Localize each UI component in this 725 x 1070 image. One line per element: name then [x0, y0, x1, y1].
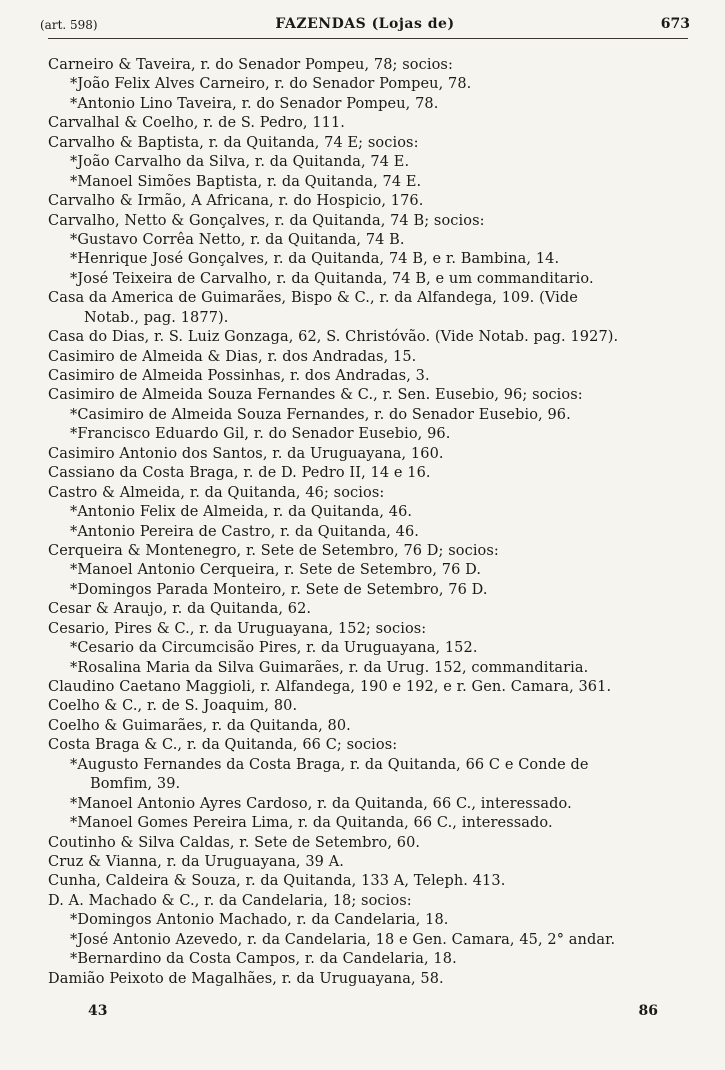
entry-line: Damião Peixoto de Magalhães, r. da Uruguayana, 58. [48, 970, 444, 987]
entry-line: *Rosalina Maria da Silva Guimarães, r. da Urug. 152, commanditaria. [70, 659, 589, 676]
entry-line: Cesar & Araujo, r. da Quitanda, 62. [48, 601, 312, 618]
entry-line: Carvalho, Netto & Gonçalves, r. da Quitanda, 74 B; socios: [48, 212, 485, 229]
entry-list [48, 56, 688, 989]
entry-line: *João Felix Alves Carneiro, r. do Senador Pompeu, 78. [70, 76, 472, 93]
signature-mark: 43 [88, 1003, 108, 1019]
page-header [40, 12, 690, 38]
entry-line: *Antonio Felix de Almeida, r. da Quitanda, 46. [70, 504, 413, 521]
entry-line: *Manoel Simões Baptista, r. da Quitanda, 74 E. [70, 173, 422, 190]
entry-line: Notab., pag. 1877). [84, 309, 229, 326]
entry-line: Casa do Dias, r. S. Luiz Gonzaga, 62, S. Christóvão. (Vide Notab. pag. 1927). [48, 329, 619, 346]
entry-line: Cesario, Pires & C., r. da Uruguayana, 152; socios: [48, 620, 427, 637]
entry-line: Casimiro de Almeida Possinhas, r. dos Andradas, 3. [48, 368, 430, 384]
entry-line: *Cesario da Circumcisão Pires, r. da Uruguayana, 152. [70, 640, 478, 657]
entry-line: *Domingos Parada Monteiro, r. Sete de Setembro, 76 D. [70, 581, 488, 598]
page-number: 673 [660, 16, 690, 32]
sheet-number: 86 [638, 1003, 658, 1019]
entry-line: *Augusto Fernandes da Costa Braga, r. da Quitanda, 66 C e Conde de [70, 756, 589, 773]
entry-line: Casa da America de Guimarães, Bispo & C., r. da Alfandega, 109. (Vide [48, 290, 578, 307]
entry-line: *Manoel Gomes Pereira Lima, r. da Quitanda, 66 C., interessado. [70, 815, 553, 832]
entry-line: Cerqueira & Montenegro, r. Sete de Setembro, 76 D; socios: [48, 542, 499, 559]
entry-line: *Manoel Antonio Cerqueira, r. Sete de Setembro, 76 D. [70, 562, 482, 579]
entry-line: *Domingos Antonio Machado, r. da Candelaria, 18. [70, 912, 449, 929]
page-footer [48, 1003, 658, 1025]
entry-line: *Antonio Lino Taveira, r. do Senador Pompeu, 78. [70, 95, 439, 112]
entry-line: *Antonio Pereira de Castro, r. da Quitanda, 46. [70, 523, 419, 540]
entry-line: Coelho & Guimarães, r. da Quitanda, 80. [48, 717, 351, 734]
entry-line: *Bernardino da Costa Campos, r. da Candelaria, 18. [70, 951, 457, 968]
entry-line: Cunha, Caldeira & Souza, r. da Quitanda, 133 A, Teleph. 413. [48, 873, 506, 890]
entry-line: Casimiro de Almeida & Dias, r. dos Andradas, 15. [48, 348, 417, 365]
entry-line: *Henrique José Gonçalves, r. da Quitanda, 74 B, e r. Bambina, 14. [70, 251, 560, 268]
entry-line: *Casimiro de Almeida Souza Fernandes, r. do Senador Eusebio, 96. [70, 406, 571, 423]
entry-line: Costa Braga & C., r. da Quitanda, 66 C; socios: [48, 737, 398, 754]
page-title: FAZENDAS (Lojas de) [275, 16, 455, 32]
entry-line: Coelho & C., r. de S. Joaquim, 80. [48, 698, 298, 715]
entry-line: *Francisco Eduardo Gil, r. do Senador Eusebio, 96. [70, 426, 451, 443]
entry-line: *José Antonio Azevedo, r. da Candelaria, 18 e Gen. Camara, 45, 2° andar. [70, 931, 616, 948]
entry-line: Cruz & Vianna, r. da Uruguayana, 39 A. [48, 853, 344, 870]
entry-line: Carvalho & Irmão, A Africana, r. do Hospicio, 176. [48, 193, 424, 210]
entry-line: Carneiro & Taveira, r. do Senador Pompeu, 78; socios: [48, 57, 453, 73]
entry-line: Cassiano da Costa Braga, r. de D. Pedro II, 14 e 16. [48, 465, 431, 482]
header-rule [48, 38, 688, 39]
entry-line: Bomfim, 39. [90, 776, 181, 793]
entry-line: D. A. Machado & C., r. da Candelaria, 18; socios: [48, 892, 412, 909]
entry-line: Carvalhal & Coelho, r. de S. Pedro, 111. [48, 115, 346, 132]
section-reference: (art. 598) [40, 18, 98, 32]
entry-line: Coutinho & Silva Caldas, r. Sete de Setembro, 60. [48, 834, 421, 851]
entry-line: *Manoel Antonio Ayres Cardoso, r. da Quitanda, 66 C., interessado. [70, 795, 572, 812]
entry-line: *José Teixeira de Carvalho, r. da Quitanda, 74 B, e um commanditario. [70, 270, 594, 287]
entry-line: *João Carvalho da Silva, r. da Quitanda, 74 E. [70, 154, 410, 171]
entry-line: Carvalho & Baptista, r. da Quitanda, 74 E; socios: [48, 134, 419, 151]
entry-line: Casimiro de Almeida Souza Fernandes & C., r. Sen. Eusebio, 96; socios: [48, 387, 583, 404]
entry-line: Castro & Almeida, r. da Quitanda, 46; socios: [48, 484, 385, 501]
entry-line: *Gustavo Corrêa Netto, r. da Quitanda, 74 B. [70, 231, 405, 248]
entry-line: Claudino Caetano Maggioli, r. Alfandega, 190 e 192, e r. Gen. Camara, 361. [48, 679, 612, 695]
entry-line: Casimiro Antonio dos Santos, r. da Uruguayana, 160. [48, 445, 444, 462]
